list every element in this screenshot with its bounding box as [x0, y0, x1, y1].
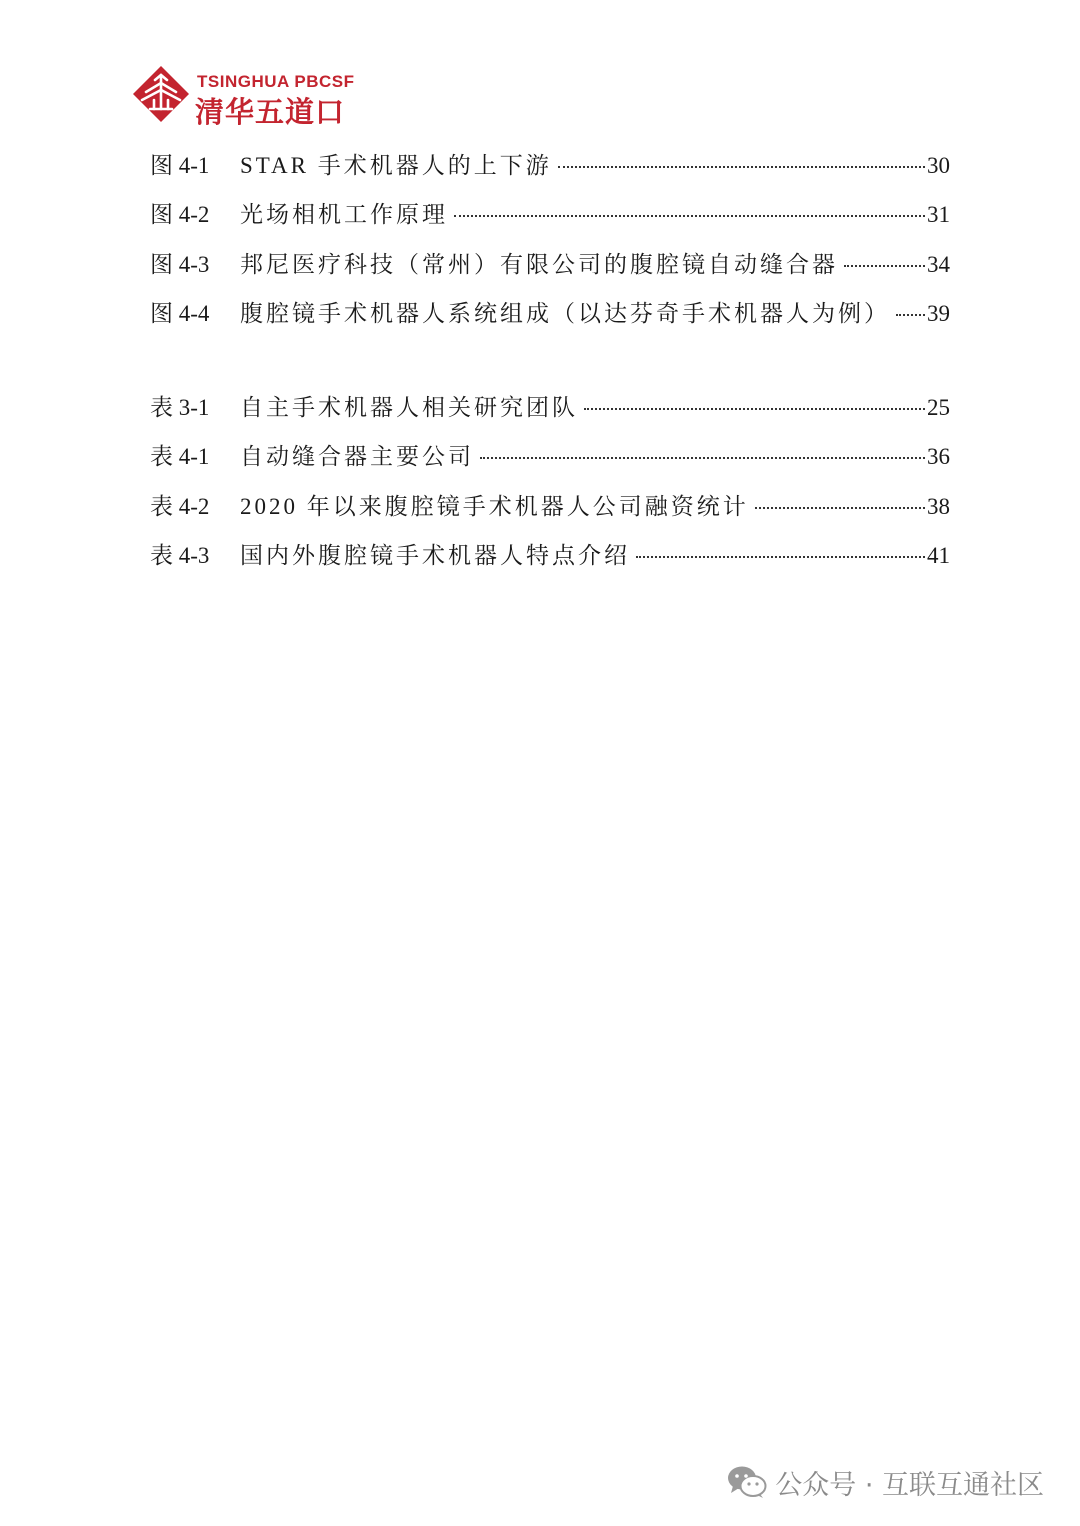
dot-leader — [755, 507, 925, 509]
toc-entry-page: 38 — [927, 493, 950, 519]
logo — [133, 66, 393, 129]
toc-entry-title: 腹腔镜手术机器人系统组成（以达芬奇手术机器人为例） — [240, 301, 890, 327]
toc-entry-page: 30 — [927, 153, 950, 178]
dot-leader — [844, 265, 925, 267]
toc-entry-table-4-2[interactable] — [150, 491, 950, 540]
logo-chinese-text: 清华五道口 — [195, 95, 346, 129]
toc-entry-page: 25 — [927, 395, 950, 420]
watermark-text: 公众号 · 互联互通社区 — [775, 1469, 1044, 1501]
toc-entry-title: 自主手术机器人相关研究团队 — [240, 395, 578, 420]
toc-entry-figure-4-4[interactable] — [150, 298, 950, 347]
toc-entry-table-3-1[interactable] — [150, 392, 950, 441]
toc-entry-page: 36 — [927, 444, 950, 470]
toc-entry-table-4-1[interactable] — [150, 441, 950, 490]
toc-entry-label: 表 4-2 — [150, 493, 210, 519]
table-list — [150, 392, 950, 590]
dot-leader — [454, 215, 925, 217]
toc-entry-label: 表 4-3 — [150, 543, 210, 569]
dot-leader — [480, 457, 925, 459]
toc-entry-figure-4-3[interactable] — [150, 249, 950, 298]
dot-leader — [896, 314, 925, 316]
logo-english-text: TSINGHUA PBCSF — [197, 72, 355, 91]
toc-entry-label: 表 3-1 — [150, 395, 210, 420]
toc-entry-label: 表 4-1 — [150, 444, 210, 470]
toc-entry-title: 光场相机工作原理 — [240, 202, 448, 228]
toc-entry-title: 自动缝合器主要公司 — [240, 444, 474, 470]
toc-entry-page: 31 — [927, 202, 950, 228]
toc-entry-label: 图 4-3 — [150, 251, 210, 277]
toc-entry-label: 图 4-4 — [150, 301, 210, 327]
dot-leader — [558, 166, 925, 168]
toc-entry-figure-4-1[interactable] — [150, 150, 950, 199]
toc-entry-title: 2020 年以来腹腔镜手术机器人公司融资统计 — [240, 493, 749, 519]
dot-leader — [584, 408, 925, 410]
dot-leader — [636, 556, 925, 558]
toc-entry-page: 39 — [927, 301, 950, 327]
toc-entry-label: 图 4-1 — [150, 153, 210, 178]
toc-entry-label: 图 4-2 — [150, 202, 210, 228]
wechat-icon — [727, 1465, 767, 1499]
toc-entry-page: 34 — [927, 251, 950, 277]
toc-entry-figure-4-2[interactable] — [150, 199, 950, 248]
toc-entry-title: 邦尼医疗科技（常州）有限公司的腹腔镜自动缝合器 — [240, 251, 838, 277]
toc-entry-table-4-3[interactable] — [150, 540, 950, 589]
toc-entry-page: 41 — [927, 543, 950, 569]
figure-list — [150, 150, 950, 348]
wechat-watermark — [727, 1462, 1044, 1502]
toc-entry-title: STAR 手术机器人的上下游 — [240, 153, 552, 178]
toc-entry-title: 国内外腹腔镜手术机器人特点介绍 — [240, 543, 630, 569]
tsinghua-logo-icon — [133, 66, 189, 122]
